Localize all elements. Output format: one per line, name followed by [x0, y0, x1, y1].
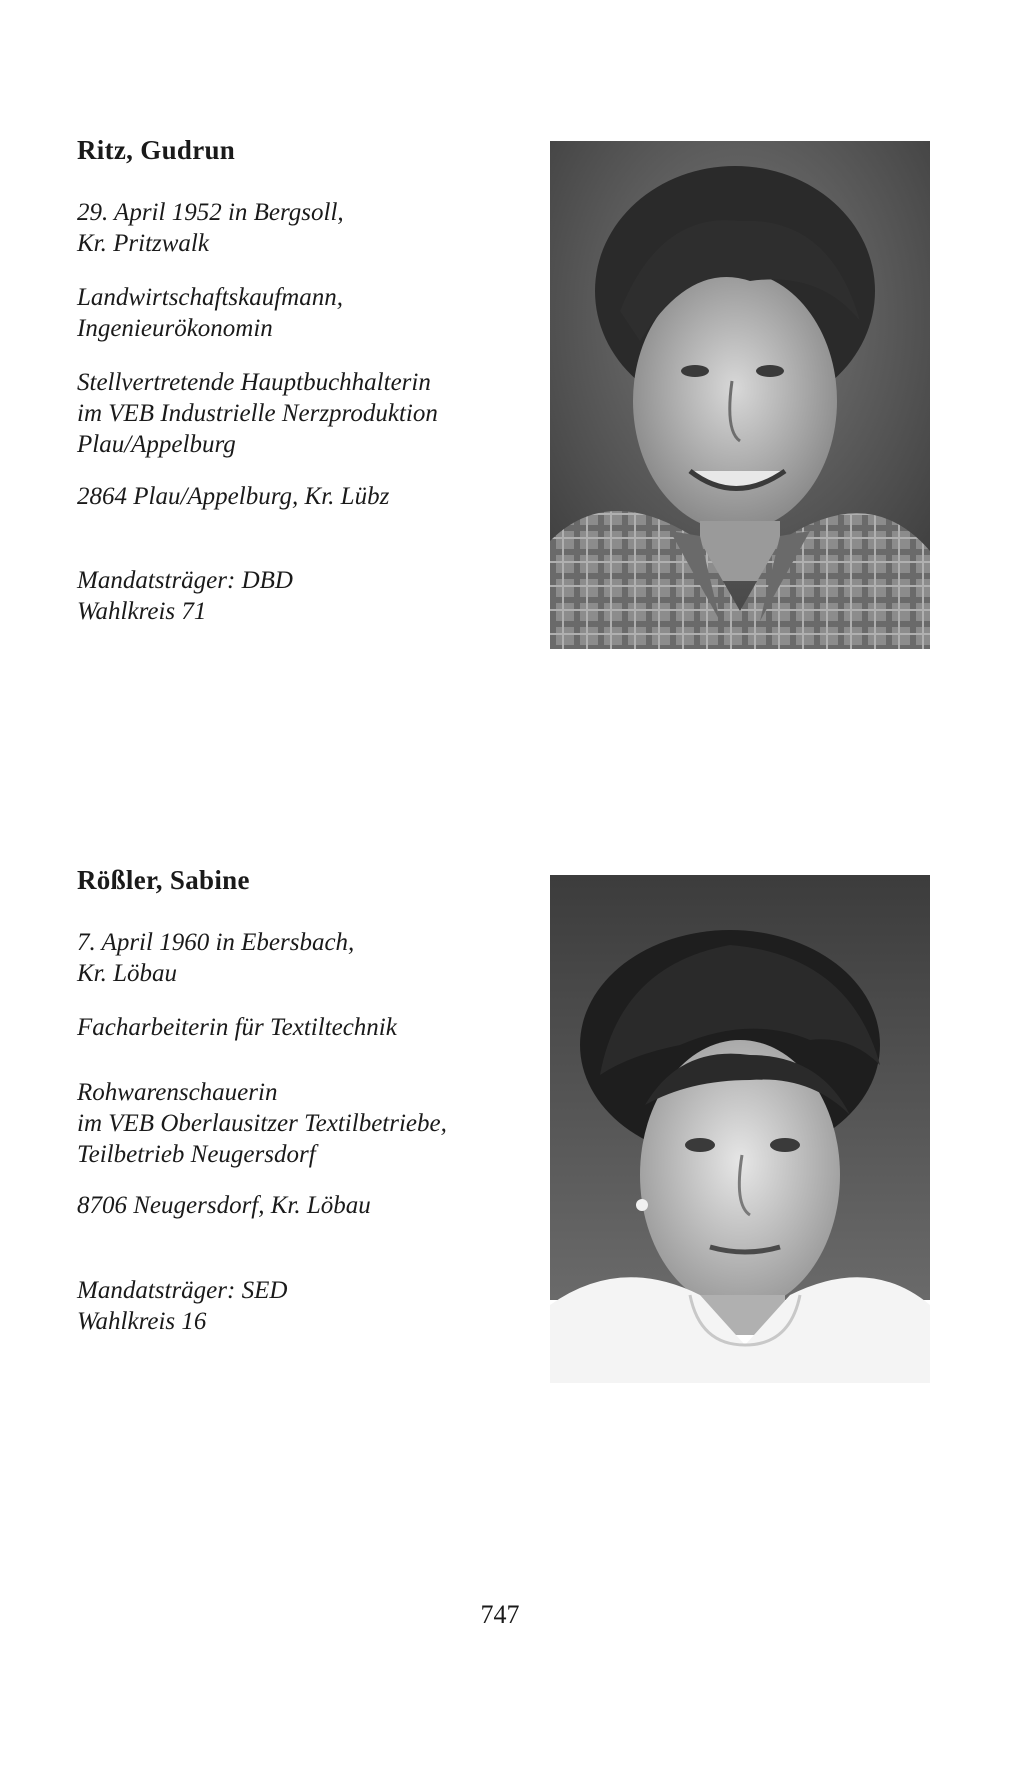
profession-info: Landwirtschaftskaufmann, Ingenieurökonomin [77, 284, 343, 342]
portrait-photo-icon [550, 141, 930, 649]
member-name: Ritz, Gudrun [77, 135, 236, 165]
portrait-photo-icon [550, 875, 930, 1383]
portrait-photo-icon [550, 875, 930, 1383]
profession-info: Facharbeiterin für Textiltechnik [77, 1014, 397, 1041]
member-name: Rößler, Sabine [77, 865, 250, 895]
birth-info: 7. April 1960 in Ebersbach, Kr. Löbau [77, 929, 355, 987]
birth-info: 29. April 1952 in Bergsoll, Kr. Pritzwalk [77, 199, 344, 257]
portrait-photo-icon [550, 141, 930, 649]
page-number: 747 [480, 1600, 520, 1629]
position-info: Stellvertretende Hauptbuchhalterin im VEB Industrielle Nerzproduktion Plau/Appelburg [77, 369, 438, 458]
address-info: 2864 Plau/Appelburg, Kr. Lübz [77, 483, 390, 510]
position-info: Rohwarenschauerin im VEB Oberlausitzer Textilbetriebe, Teilbetrieb Neugersdorf [77, 1079, 447, 1168]
mandate-info: Mandatsträger: DBD Wahlkreis 71 [77, 567, 293, 625]
mandate-info: Mandatsträger: SED Wahlkreis 16 [77, 1277, 288, 1335]
address-info: 8706 Neugersdorf, Kr. Löbau [77, 1192, 371, 1219]
